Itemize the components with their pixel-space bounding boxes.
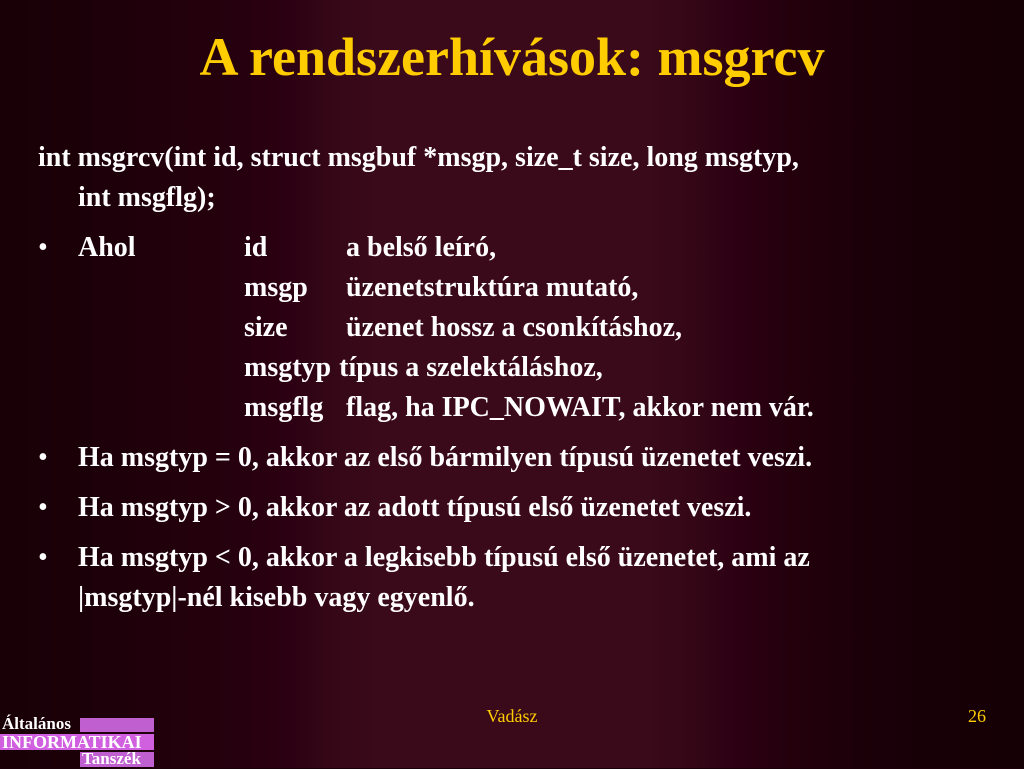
param-desc: flag, ha IPC_NOWAIT, akkor nem vár. xyxy=(346,392,814,423)
slide-body xyxy=(38,138,998,618)
param-desc: típus a szelektáláshoz, xyxy=(339,352,603,383)
ahol-label: Ahol xyxy=(78,232,136,263)
param-row xyxy=(244,388,814,428)
page-number: 26 xyxy=(968,706,986,726)
param-name: msgp xyxy=(244,272,308,303)
param-row xyxy=(244,348,814,388)
bullet-continuation: |msgtyp|-nél kisebb vagy egyenlő. xyxy=(78,582,475,613)
bullet-item xyxy=(38,488,998,528)
bullet-item xyxy=(38,438,998,478)
bullet-text: Ha msgtyp > 0, akkor az adott típusú első üzenetet veszi. xyxy=(78,492,752,523)
logo-text-line-2: INFORMATIKAI xyxy=(2,732,142,752)
logo-bar-top xyxy=(80,718,154,732)
param-list xyxy=(244,228,814,428)
param-name: id xyxy=(244,232,268,263)
logo-text-line-1: Általános xyxy=(2,714,71,733)
signature-line-2: int msgflg); xyxy=(78,182,216,213)
param-desc: üzenet hossz a csonkításhoz, xyxy=(346,312,683,343)
bullet-text: Ha msgtyp < 0, akkor a legkisebb típusú első üzenetet, ami az xyxy=(78,542,810,573)
logo-text-line-3: Tanszék xyxy=(82,749,141,768)
signature-line-1: int msgrcv(int id, struct msgbuf *msgp, size_t size, long msgtyp, xyxy=(38,142,799,173)
param-desc: üzenetstruktúra mutató, xyxy=(346,272,639,303)
bullet-marker: • xyxy=(38,442,48,473)
param-row xyxy=(244,268,814,308)
footer-author: Vadász xyxy=(486,706,538,726)
department-logo xyxy=(0,716,156,768)
param-name: msgflg xyxy=(244,392,324,423)
bullet-item xyxy=(38,538,998,578)
param-row xyxy=(244,228,814,268)
bullet-ahol xyxy=(38,228,998,428)
slide-title: A rendszerhívások: msgrcv xyxy=(199,27,825,87)
param-desc: a belső leíró, xyxy=(346,232,497,263)
param-row xyxy=(244,308,814,348)
bullet-marker: • xyxy=(38,232,48,263)
param-name: msgtyp xyxy=(244,352,332,383)
ahol-block xyxy=(78,228,814,428)
param-name: size xyxy=(244,312,288,343)
bullet-marker: • xyxy=(38,492,48,523)
bullet-marker: • xyxy=(38,542,48,573)
bullet-text: Ha msgtyp = 0, akkor az első bármilyen típusú üzenetet veszi. xyxy=(78,442,813,473)
